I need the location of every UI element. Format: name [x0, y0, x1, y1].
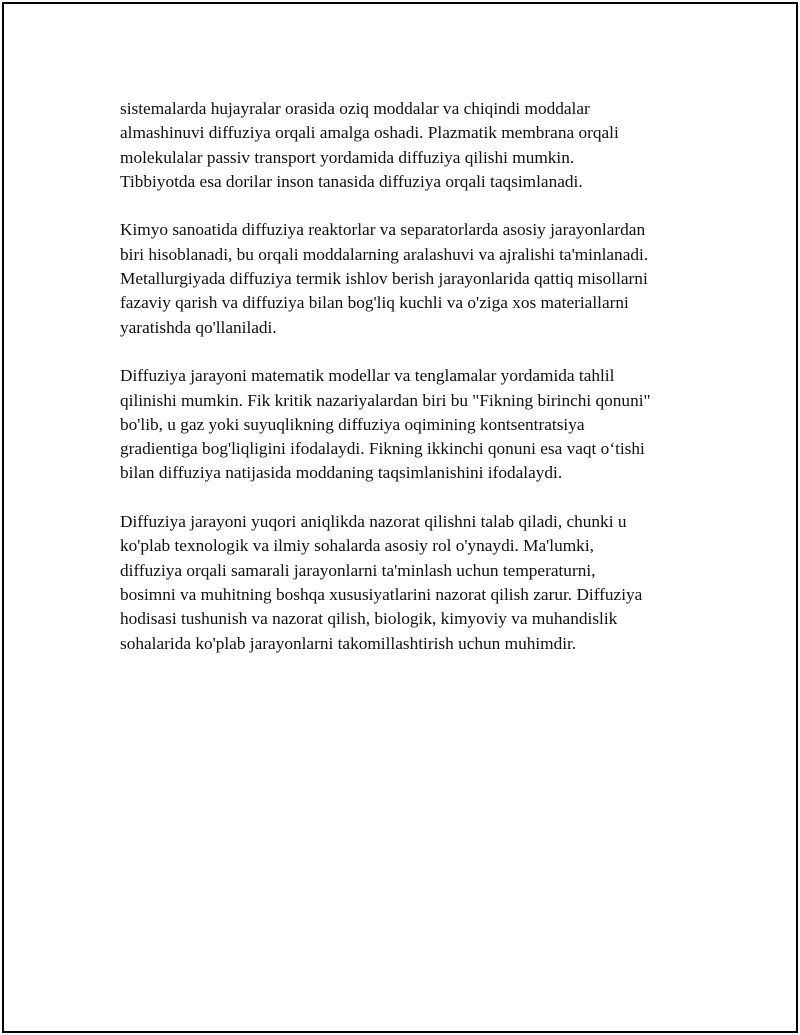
text-line: Diffuziya jarayoni matematik modellar va tenglamalar yordamida tahlil	[120, 366, 615, 386]
paragraph-2	[120, 218, 700, 339]
document-page	[2, 2, 798, 1033]
document-body	[120, 97, 700, 680]
text-line: bosimni va muhitning boshqa xususiyatlarini nazorat qilish zarur. Diffuziya	[120, 584, 643, 604]
text-line: Diffuziya jarayoni yuqori aniqlikda nazorat qilishni talab qiladi, chunki u	[120, 512, 627, 532]
text-line: Tibbiyotda esa dorilar inson tanasida diffuziya orqali taqsimlanadi.	[120, 171, 583, 191]
text-line: bo'lib, u gaz yoki suyuqlikning diffuziya oqimining kontsentratsiya	[120, 414, 585, 434]
text-line: sistemalarda hujayralar orasida oziq moddalar va chiqindi moddalar	[120, 99, 590, 118]
text-line: diffuziya orqali samarali jarayonlarni ta'minlash uchun temperaturni,	[120, 560, 596, 580]
text-line: gradientiga bog'liqligini ifodalaydi. Fikning ikkinchi qonuni esa vaqt o‘tishi	[120, 439, 645, 459]
text-line: hodisasi tushunish va nazorat qilish, biologik, kimyoviy va muhandislik	[120, 609, 618, 629]
text-line: Metallurgiyada diffuziya termik ishlov berish jarayonlarida qattiq misollarni	[120, 269, 648, 289]
paragraph-1	[120, 97, 700, 194]
text-line: bilan diffuziya natijasida moddaning taqsimlanishini ifodalaydi.	[120, 463, 563, 483]
text-line: ko'plab texnologik va ilmiy sohalarda asosiy rol o'ynaydi. Ma'lumki,	[120, 536, 594, 556]
text-line: molekulalar passiv transport yordamida diffuziya qilishi mumkin.	[120, 147, 575, 167]
text-line: qilinishi mumkin. Fik kritik nazariyalardan biri bu "Fikning birinchi qonuni"	[120, 390, 651, 410]
paragraph-3	[120, 364, 700, 485]
text-line: yaratishda qo'llaniladi.	[120, 317, 277, 337]
text-line: sohalarida ko'plab jarayonlarni takomillashtirish uchun muhimdir.	[120, 633, 577, 653]
text-line: Kimyo sanoatida diffuziya reaktorlar va separatorlarda asosiy jarayonlardan	[120, 220, 646, 240]
text-line: biri hisoblanadi, bu orqali moddalarning aralashuvi va ajralishi ta'minlanadi.	[120, 244, 649, 264]
text-line: almashinuvi diffuziya orqali amalga oshadi. Plazmatik membrana orqali	[120, 123, 619, 143]
text-line: fazaviy qarish va diffuziya bilan bog'liq kuchli va o'ziga xos materiallarni	[120, 293, 629, 313]
paragraph-4	[120, 510, 700, 656]
